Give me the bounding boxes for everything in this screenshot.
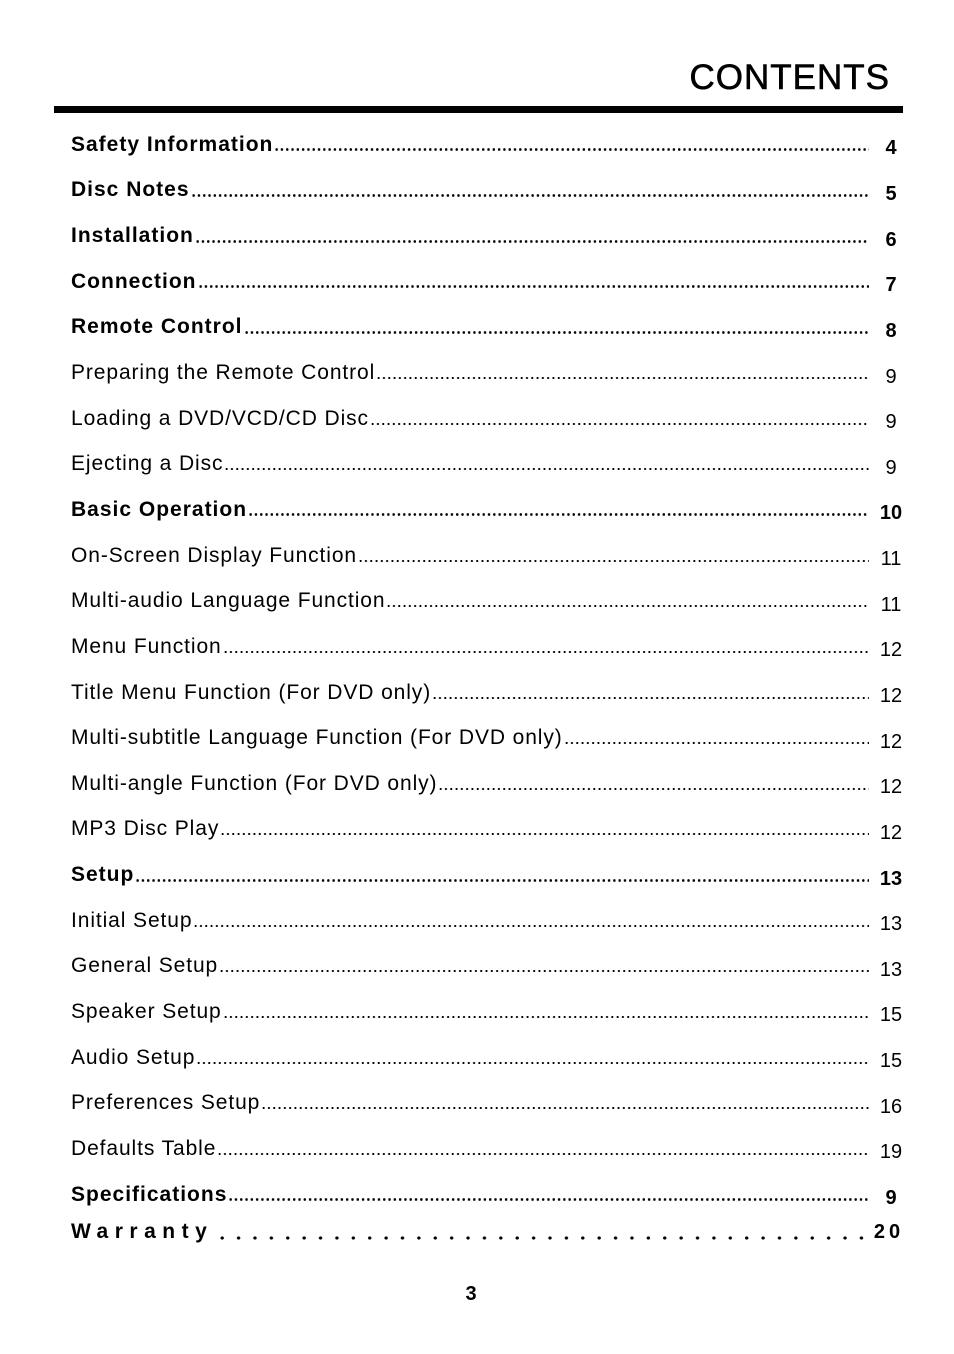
dot-leader bbox=[228, 1198, 869, 1201]
toc-entry-label: Multi-subtitle Language Function (For DVD only) bbox=[71, 726, 563, 750]
toc-entry-label: Multi-angle Function (For DVD only) bbox=[71, 771, 438, 795]
toc-entry-label: Preparing the Remote Control bbox=[71, 361, 376, 385]
toc-entry-label: Defaults Table bbox=[71, 1136, 217, 1160]
toc-entry-page: 12 bbox=[879, 821, 903, 844]
toc-entry[interactable] bbox=[71, 305, 907, 351]
title-rule bbox=[54, 106, 903, 113]
toc-entry-page: 12 bbox=[879, 730, 903, 753]
toc-entry[interactable] bbox=[71, 441, 907, 487]
toc-entry-label: Basic Operation bbox=[71, 497, 248, 521]
dot-leader bbox=[198, 285, 870, 288]
toc-entry[interactable] bbox=[71, 1126, 907, 1172]
dot-leader bbox=[217, 1153, 869, 1155]
toc-entry-label: MP3 Disc Play bbox=[71, 817, 220, 841]
table-of-contents bbox=[71, 122, 907, 1247]
toc-entry-page: 9 bbox=[885, 411, 897, 434]
dot-leader bbox=[135, 879, 869, 882]
toc-entry-label: Speaker Setup bbox=[71, 999, 222, 1023]
toc-entry[interactable] bbox=[71, 898, 907, 944]
toc-entry-page: 16 bbox=[879, 1095, 903, 1118]
toc-entry[interactable] bbox=[71, 1035, 907, 1081]
toc-entry-label: Loading a DVD/VCD/CD Disc bbox=[71, 406, 369, 430]
toc-entry-page: 9 bbox=[885, 456, 897, 479]
dot-leader bbox=[438, 788, 869, 790]
toc-entry[interactable] bbox=[71, 761, 907, 807]
toc-entry-page: 10 bbox=[879, 502, 903, 525]
page-number: 3 bbox=[465, 1283, 477, 1305]
toc-entry[interactable] bbox=[71, 1217, 907, 1247]
toc-entry-page: 20 bbox=[873, 1220, 905, 1243]
toc-entry[interactable] bbox=[71, 807, 907, 853]
toc-entry[interactable] bbox=[71, 670, 907, 716]
dot-leader bbox=[224, 468, 869, 470]
toc-entry-label: Preferences Setup bbox=[71, 1091, 261, 1115]
page-title: CONTENTS bbox=[689, 58, 890, 97]
toc-entry[interactable] bbox=[71, 396, 907, 442]
toc-entry-label: Multi-audio Language Function bbox=[71, 589, 386, 613]
toc-entry[interactable] bbox=[71, 533, 907, 579]
toc-entry-page: 12 bbox=[879, 639, 903, 662]
toc-entry[interactable] bbox=[71, 487, 907, 533]
toc-entry-label: On-Screen Display Function bbox=[71, 543, 358, 567]
toc-entry-page: 8 bbox=[885, 319, 897, 342]
toc-entry-label: Audio Setup bbox=[71, 1045, 196, 1069]
dot-leader bbox=[261, 1107, 869, 1109]
toc-entry-page: 4 bbox=[885, 137, 897, 160]
toc-entry-page: 19 bbox=[879, 1141, 903, 1164]
toc-entry-page: 6 bbox=[885, 228, 897, 251]
dot-leader bbox=[223, 651, 869, 653]
toc-entry[interactable] bbox=[71, 168, 907, 214]
dot-leader bbox=[358, 560, 869, 562]
dot-leader bbox=[214, 1236, 865, 1240]
toc-entry[interactable] bbox=[71, 350, 907, 396]
toc-entry-label: Installation bbox=[71, 224, 194, 248]
toc-entry[interactable] bbox=[71, 944, 907, 990]
toc-entry-label: Safety Information bbox=[71, 132, 274, 156]
dot-leader bbox=[274, 148, 869, 151]
dot-leader bbox=[248, 513, 869, 516]
toc-entry-label: Warranty bbox=[71, 1220, 214, 1244]
toc-entry-label: Setup bbox=[71, 863, 135, 887]
toc-entry-label: General Setup bbox=[71, 954, 219, 978]
toc-entry-label: Connection bbox=[71, 269, 197, 293]
toc-entry-page: 13 bbox=[879, 958, 903, 981]
toc-entry-page: 7 bbox=[885, 274, 897, 297]
dot-leader bbox=[195, 240, 869, 243]
dot-leader bbox=[244, 331, 870, 334]
toc-entry-page: 11 bbox=[880, 548, 902, 571]
toc-entry-page: 13 bbox=[879, 867, 903, 890]
dot-leader bbox=[219, 970, 869, 972]
dot-leader bbox=[564, 742, 869, 744]
toc-entry-page: 12 bbox=[879, 685, 903, 707]
toc-entry-page: 11 bbox=[880, 593, 902, 616]
dot-leader bbox=[196, 1062, 869, 1064]
toc-entry-label: Remote Control bbox=[71, 315, 243, 339]
dot-leader bbox=[386, 605, 869, 607]
toc-entry-page: 12 bbox=[879, 776, 903, 799]
toc-entry[interactable] bbox=[71, 852, 907, 898]
toc-entry-label: Initial Setup bbox=[71, 908, 193, 932]
toc-entry-page: 13 bbox=[879, 913, 903, 936]
toc-entry[interactable] bbox=[71, 213, 907, 259]
dot-leader bbox=[220, 833, 869, 835]
toc-entry-page: 15 bbox=[879, 1004, 903, 1027]
dot-leader bbox=[223, 1016, 869, 1018]
dot-leader bbox=[191, 194, 869, 197]
toc-entry-label: Menu Function bbox=[71, 634, 222, 658]
toc-entry[interactable] bbox=[71, 1172, 907, 1218]
toc-entry[interactable] bbox=[71, 259, 907, 305]
toc-entry[interactable] bbox=[71, 989, 907, 1035]
dot-leader bbox=[432, 697, 869, 699]
dot-leader bbox=[193, 925, 869, 927]
toc-entry-label: Title Menu Function (For DVD only) bbox=[71, 680, 432, 704]
toc-entry-label: Ejecting a Disc bbox=[71, 452, 224, 476]
toc-entry[interactable] bbox=[71, 1080, 907, 1126]
toc-entry-page: 9 bbox=[885, 365, 897, 388]
toc-entry-label: Disc Notes bbox=[71, 178, 190, 202]
toc-entry-page: 5 bbox=[885, 182, 897, 205]
toc-entry[interactable] bbox=[71, 715, 907, 761]
dot-leader bbox=[376, 377, 869, 379]
dot-leader bbox=[370, 423, 869, 425]
toc-entry-label: Specifications bbox=[71, 1182, 228, 1206]
toc-entry-page: 9 bbox=[885, 1187, 897, 1210]
toc-entry[interactable] bbox=[71, 578, 907, 624]
toc-entry-page: 15 bbox=[879, 1050, 903, 1073]
toc-entry[interactable] bbox=[71, 122, 907, 168]
toc-entry[interactable] bbox=[71, 624, 907, 670]
